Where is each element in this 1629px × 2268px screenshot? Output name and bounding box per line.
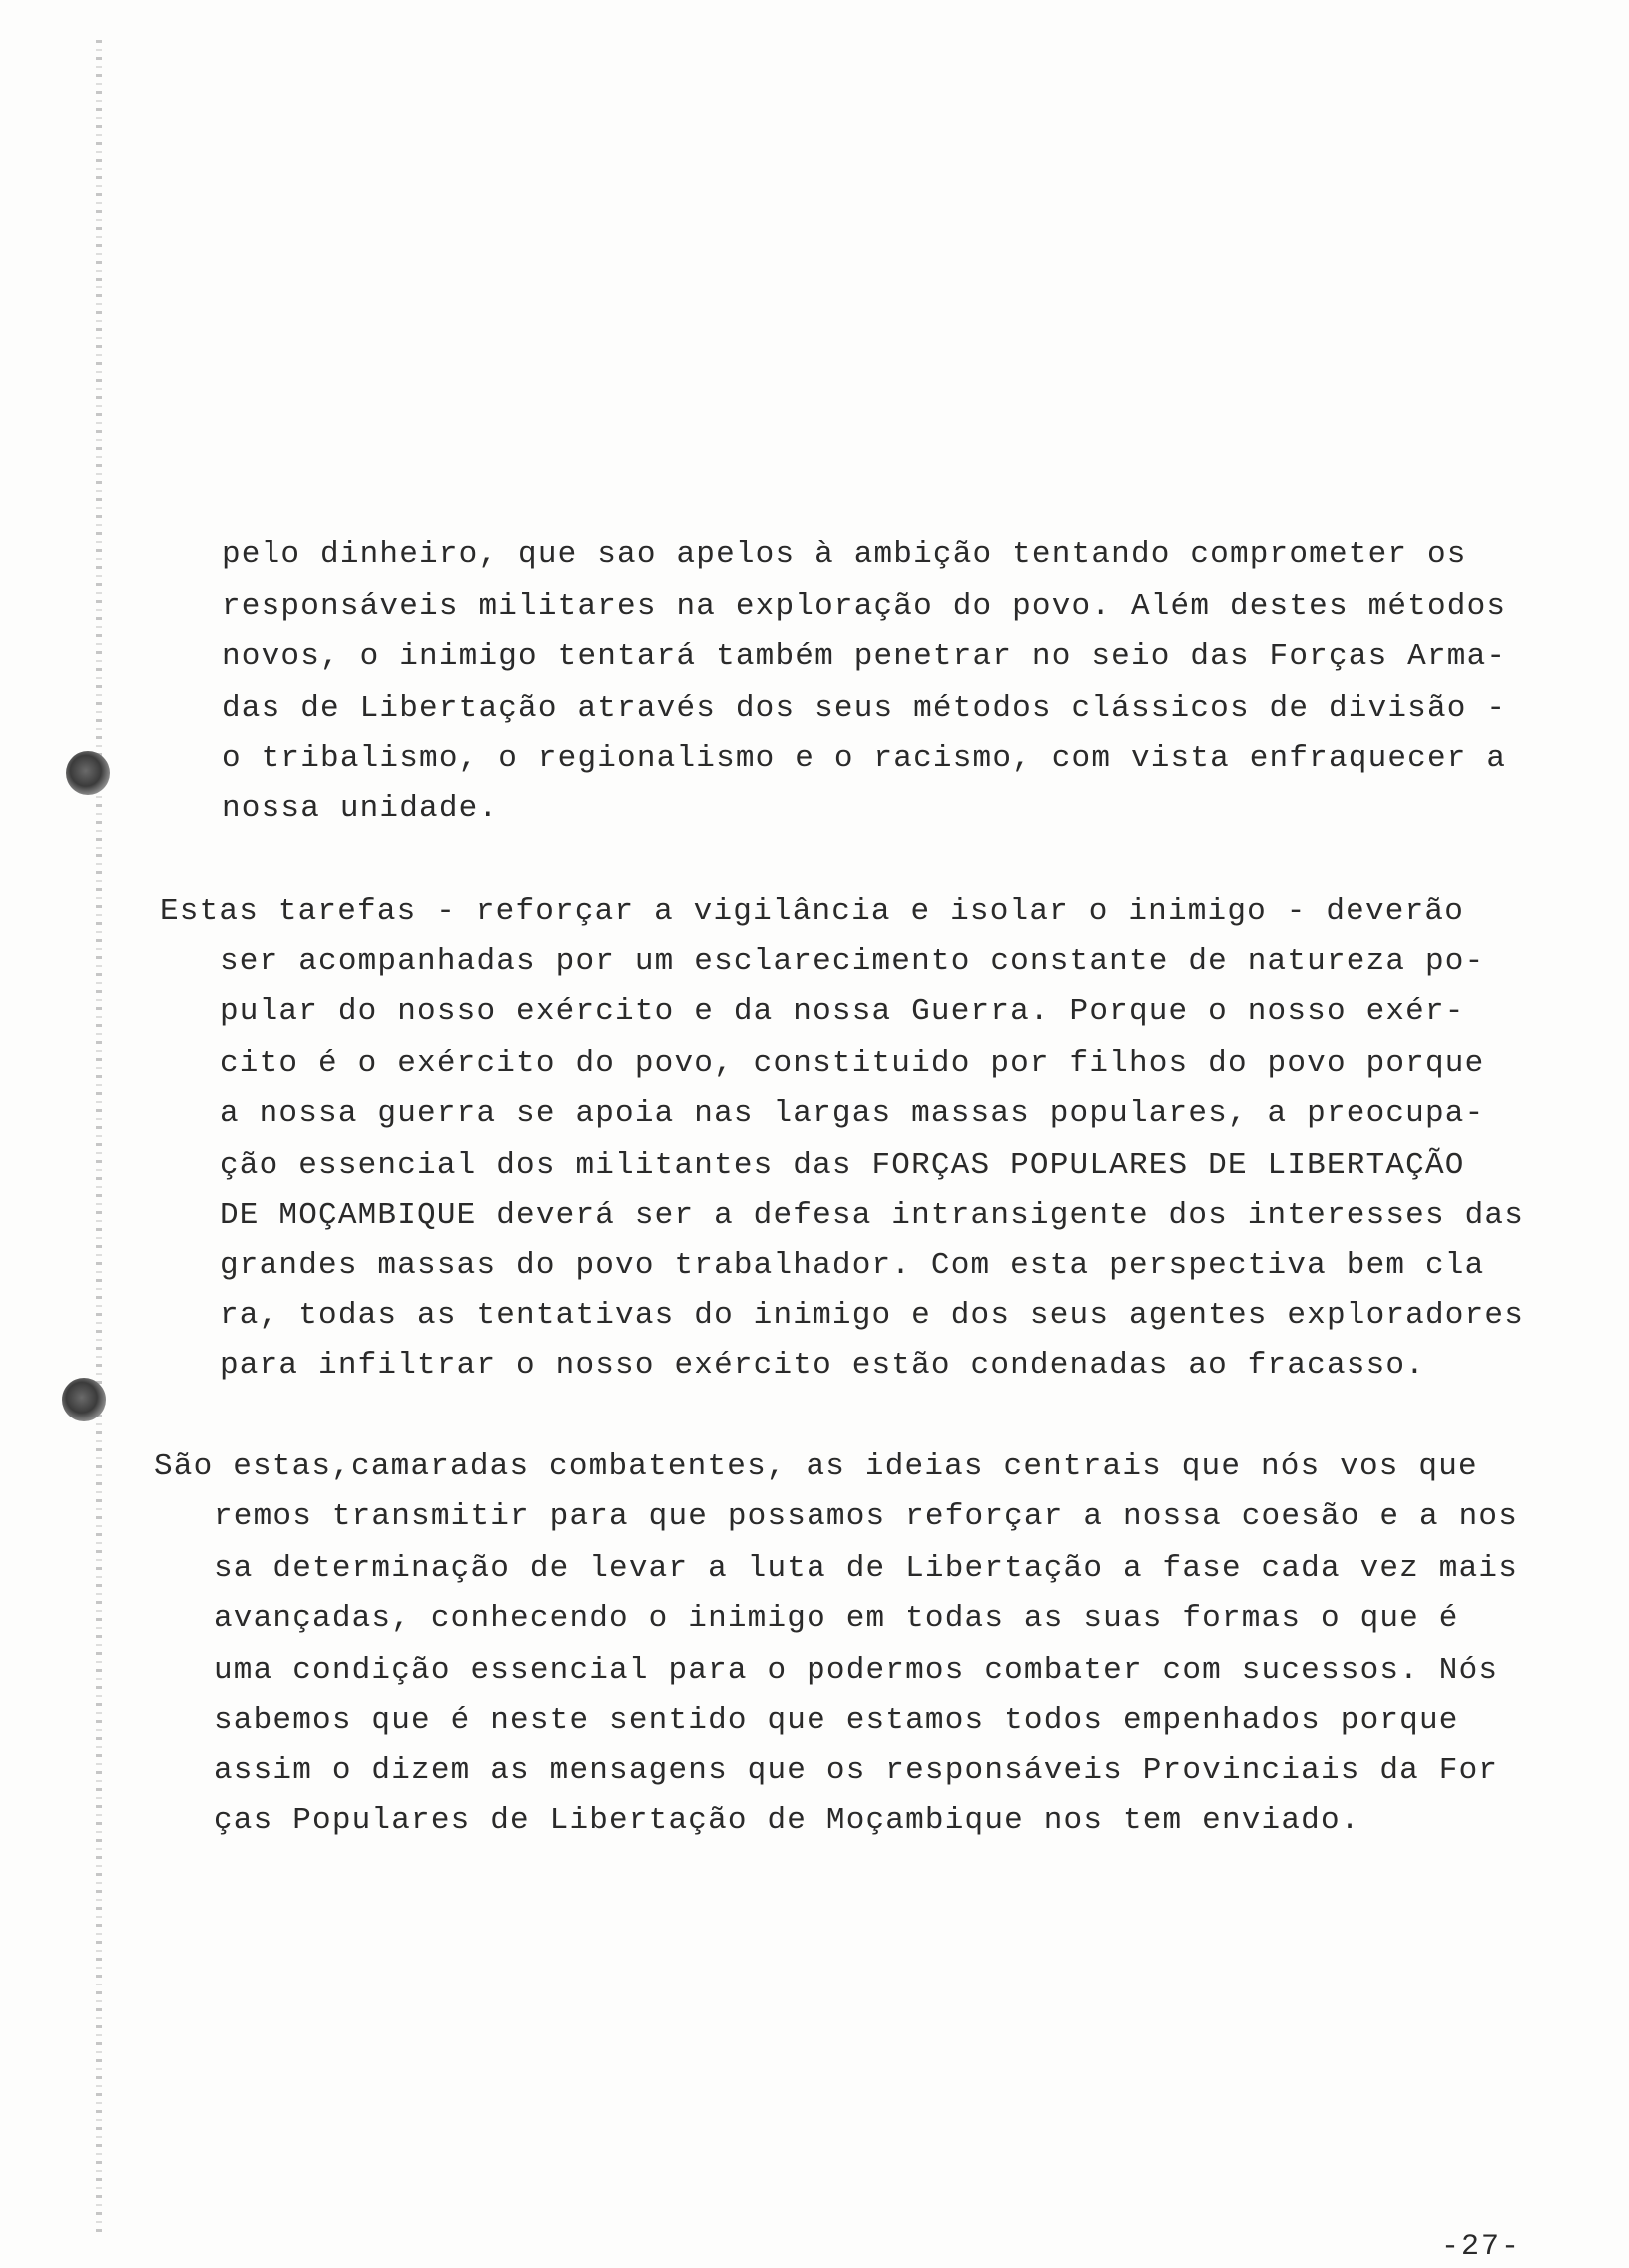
text-line: ças Populares de Libertação de Moçambique nos tem enviado. bbox=[214, 1803, 1360, 1838]
text-line: novos, o inimigo tentará também penetrar no seio das Forças Arma- bbox=[222, 639, 1507, 674]
text-line: São estas,camaradas combatentes, as ideias centrais que nós vos que bbox=[154, 1449, 1478, 1484]
text-line: Estas tarefas - reforçar a vigilância e isolar o inimigo - deverão bbox=[160, 894, 1464, 929]
text-line: assim o dizem as mensagens que os responsáveis Provinciais da For bbox=[214, 1753, 1499, 1788]
punch-hole bbox=[66, 751, 110, 795]
text-line: grandes massas do povo trabalhador. Com esta perspectiva bem cla bbox=[220, 1248, 1485, 1283]
text-line: cito é o exército do povo, constituido por filhos do povo porque bbox=[220, 1046, 1485, 1081]
text-line: sa determinação de levar a luta de Libertação a fase cada vez mais bbox=[214, 1551, 1518, 1586]
punch-hole bbox=[62, 1378, 106, 1421]
text-line: responsáveis militares na exploração do povo. Além destes métodos bbox=[222, 589, 1507, 624]
text-line: sabemos que é neste sentido que estamos todos empenhados porque bbox=[214, 1703, 1459, 1738]
text-line: pular do nosso exército e da nossa Guerra. Porque o nosso exér- bbox=[220, 994, 1465, 1029]
text-line: ra, todas as tentativas do inimigo e dos seus agentes exploradores bbox=[220, 1298, 1524, 1333]
text-line: a nossa guerra se apoia nas largas massas populares, a preocupa- bbox=[220, 1096, 1485, 1131]
text-line: ção essencial dos militantes das FORÇAS POPULARES DE LIBERTAÇÃO bbox=[220, 1148, 1465, 1183]
text-line: uma condição essencial para o podermos combater com sucessos. Nós bbox=[214, 1653, 1499, 1688]
text-line: pelo dinheiro, que sao apelos à ambição tentando comprometer os bbox=[222, 537, 1467, 572]
text-line: DE MOÇAMBIQUE deverá ser a defesa intransigente dos interesses das bbox=[220, 1198, 1524, 1233]
text-line: das de Libertação através dos seus métodos clássicos de divisão - bbox=[222, 691, 1507, 726]
text-line: nossa unidade. bbox=[222, 791, 499, 826]
text-line: o tribalismo, o regionalismo e o racismo, com vista enfraquecer a bbox=[222, 741, 1507, 776]
text-line: avançadas, conhecendo o inimigo em todas as suas formas o que é bbox=[214, 1601, 1459, 1636]
binding-edge bbox=[96, 40, 102, 2236]
text-line: para infiltrar o nosso exército estão condenadas ao fracasso. bbox=[220, 1348, 1425, 1383]
text-line: ser acompanhadas por um esclarecimento constante de natureza po- bbox=[220, 944, 1485, 979]
page-number: -27- bbox=[1441, 2230, 1522, 2264]
text-line: remos transmitir para que possamos reforçar a nossa coesão e a nos bbox=[214, 1499, 1518, 1534]
